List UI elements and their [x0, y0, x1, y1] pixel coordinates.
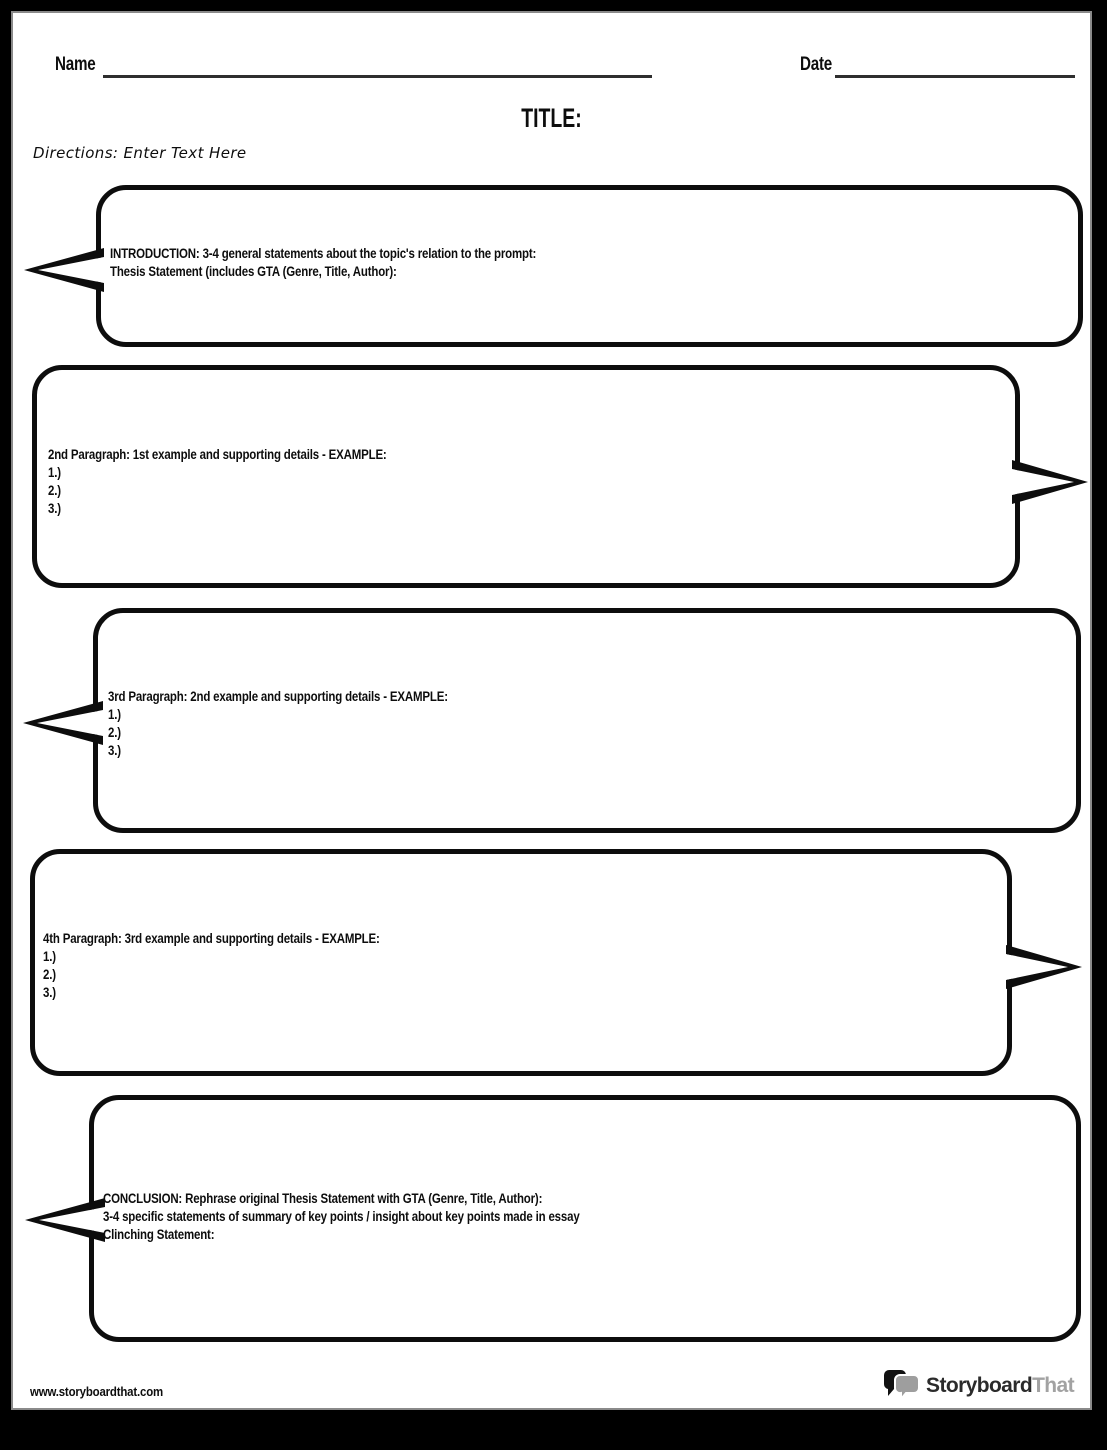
- bubble-text-line: 3rd Paragraph: 2nd example and supporting details - EXAMPLE:: [108, 689, 448, 704]
- bubble-text-line: 2nd Paragraph: 1st example and supporting details - EXAMPLE:: [48, 447, 387, 462]
- logo-wordmark: [926, 1374, 1074, 1398]
- bubble-tail-left-icon: [19, 699, 107, 747]
- website-url: www.storyboardthat.com: [30, 1384, 164, 1399]
- bubble-text-line: 2.): [108, 725, 121, 740]
- speech-bubbles-logo-icon: [883, 1369, 921, 1403]
- bubble-text-line: 1.): [48, 465, 61, 480]
- bubble-text: [110, 245, 536, 281]
- bubble-text-line: 3.): [108, 743, 121, 758]
- bubble-text-line: CONCLUSION: Rephrase original Thesis Statement with GTA (Genre, Title, Author):: [103, 1191, 543, 1206]
- directions-text[interactable]: Directions: Enter Text Here: [33, 144, 247, 162]
- bubble-tail-left-icon: [20, 246, 108, 294]
- bubble-text-line: 1.): [43, 949, 56, 964]
- bubble-tail-left-icon: [21, 1196, 109, 1244]
- bubble-text-line: 2.): [43, 967, 56, 982]
- speech-bubble-conclusion[interactable]: [89, 1095, 1081, 1342]
- bubble-tail-right-icon: [1004, 943, 1092, 991]
- bubble-text-line: 3.): [48, 501, 61, 516]
- name-underline: [103, 75, 652, 78]
- bubble-text-line: INTRODUCTION: 3-4 general statements about the topic's relation to the prompt:: [110, 246, 537, 261]
- bubble-text: [48, 446, 387, 518]
- bubble-text: [108, 688, 448, 760]
- worksheet-page: [11, 11, 1092, 1410]
- worksheet-title[interactable]: TITLE:: [521, 103, 582, 133]
- bubble-text-line: 3.): [43, 985, 56, 1000]
- logo-text-that: That: [1032, 1374, 1074, 1397]
- speech-bubble-paragraph-3[interactable]: [93, 608, 1081, 833]
- speech-bubble-introduction[interactable]: [96, 185, 1083, 347]
- speech-bubble-paragraph-2[interactable]: [32, 365, 1020, 588]
- bubble-text: [43, 930, 380, 1002]
- date-underline: [835, 75, 1075, 78]
- storyboardthat-logo: [883, 1369, 1074, 1403]
- bubble-text-line: 3-4 specific statements of summary of key points / insight about key points made in essay: [103, 1209, 580, 1224]
- bubble-tail-right-icon: [1010, 458, 1098, 506]
- speech-bubble-paragraph-4[interactable]: [30, 849, 1012, 1076]
- bubble-text-line: 2.): [48, 483, 61, 498]
- date-label: Date: [800, 54, 832, 75]
- name-label: Name: [55, 54, 96, 75]
- logo-text-storyboard: Storyboard: [926, 1374, 1033, 1397]
- bubble-text: [103, 1190, 580, 1244]
- bubble-text-line: 1.): [108, 707, 121, 722]
- bubble-text-line: Thesis Statement (includes GTA (Genre, Title, Author):: [110, 264, 397, 279]
- bubble-text-line: 4th Paragraph: 3rd example and supporting details - EXAMPLE:: [43, 931, 380, 946]
- bubble-text-line: Clinching Statement:: [103, 1227, 215, 1242]
